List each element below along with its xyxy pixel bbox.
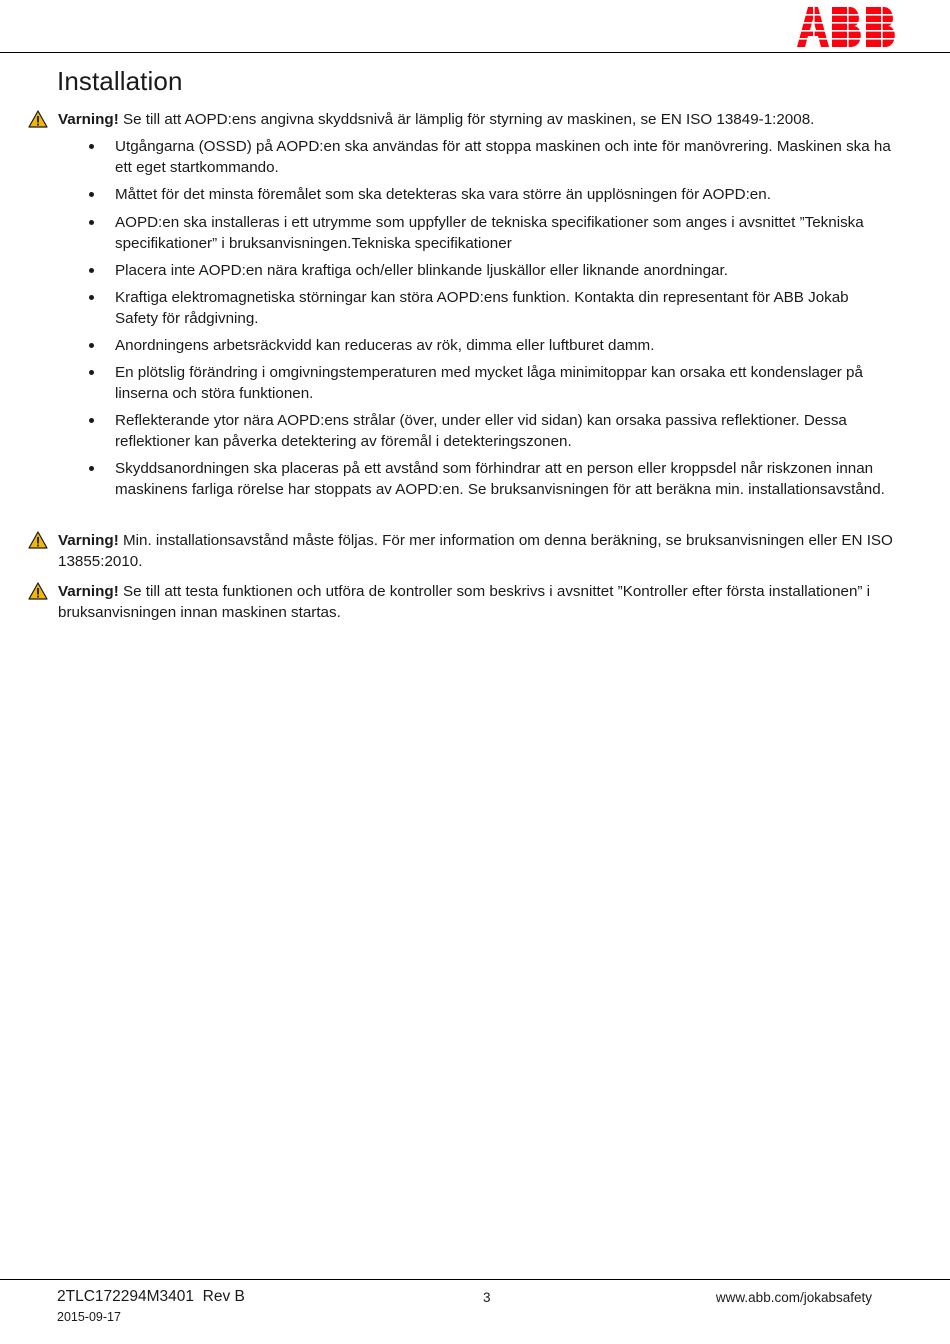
warning-text (58, 109, 908, 130)
document-date: 2015-09-17 (57, 1310, 121, 1324)
abb-logo (796, 6, 898, 48)
warning-body: Min. installationsavstånd måste följas. För mer information om denna beräkning, se bruksanvisningen eller EN ISO 13855:2010. (58, 532, 893, 570)
footer-divider (0, 1279, 950, 1280)
list-item: En plötslig förändring i omgivningstemperaturen med mycket låga minimitoppar kan orsaka ett kondenslager på linserna och störa funktionen. (115, 362, 895, 404)
warning-text (58, 581, 908, 623)
list-item: Utgångarna (OSSD) på AOPD:en ska användas för att stoppa maskinen och inte för manövrering. Maskinen ska ha ett eget startkommando. (115, 136, 895, 178)
warning-body: Se till att testa funktionen och utföra de kontroller som beskrivs i avsnittet ”Kontroller efter första installationen” i bruksanvisningen innan maskinen startas. (58, 583, 871, 621)
page-number: 3 (483, 1290, 491, 1305)
warning-text (58, 530, 908, 572)
warning-label: Varning! (58, 532, 119, 549)
list-item: Skyddsanordningen ska placeras på ett avstånd som förhindrar att en person eller kroppsdel når riskzonen innan maskinens farliga rörelse har stoppats av AOPD:en. Se bruksanvisningen för att beräkna min. installationsavstånd. (115, 458, 895, 500)
page-title: Installation (57, 66, 183, 96)
list-item: AOPD:en ska installeras i ett utrymme som uppfyller de tekniska specifikationer som anges i avsnittet ”Tekniska specifikationer” i bruksanvisningen.Tekniska specifikationer (115, 212, 895, 254)
document-id: 2TLC172294M3401 Rev B (57, 1288, 245, 1305)
warning-label: Varning! (58, 583, 119, 600)
warning-triangle-icon (28, 110, 48, 128)
list-item: Måttet för det minsta föremålet som ska detekteras ska vara större än upplösningen för AOPD:en. (115, 184, 895, 205)
list-item: Reflekterande ytor nära AOPD:ens strålar (över, under eller vid sidan) kan orsaka passiva reflektioner. Dessa reflektioner kan påverka detektering av föremål i detekteringszonen. (115, 410, 895, 452)
list-item: Kraftiga elektromagnetiska störningar kan störa AOPD:ens funktion. Kontakta din representant för ABB Jokab Safety för rådgivning. (115, 287, 895, 329)
warning-label: Varning! (58, 111, 119, 128)
website-link[interactable]: www.abb.com/jokabsafety (715, 1290, 872, 1305)
list-item: Anordningens arbetsräckvidd kan reduceras av rök, dimma eller luftburet damm. (115, 335, 895, 356)
warning-triangle-icon (28, 531, 48, 549)
header-divider (0, 52, 950, 53)
warning-body: Se till att AOPD:ens angivna skyddsnivå är lämplig för styrning av maskinen, se EN ISO 13849-1:2008. (118, 111, 815, 128)
list-item: Placera inte AOPD:en nära kraftiga och/eller blinkande ljuskällor eller liknande anordningar. (115, 260, 895, 281)
warning-triangle-icon (28, 582, 48, 600)
